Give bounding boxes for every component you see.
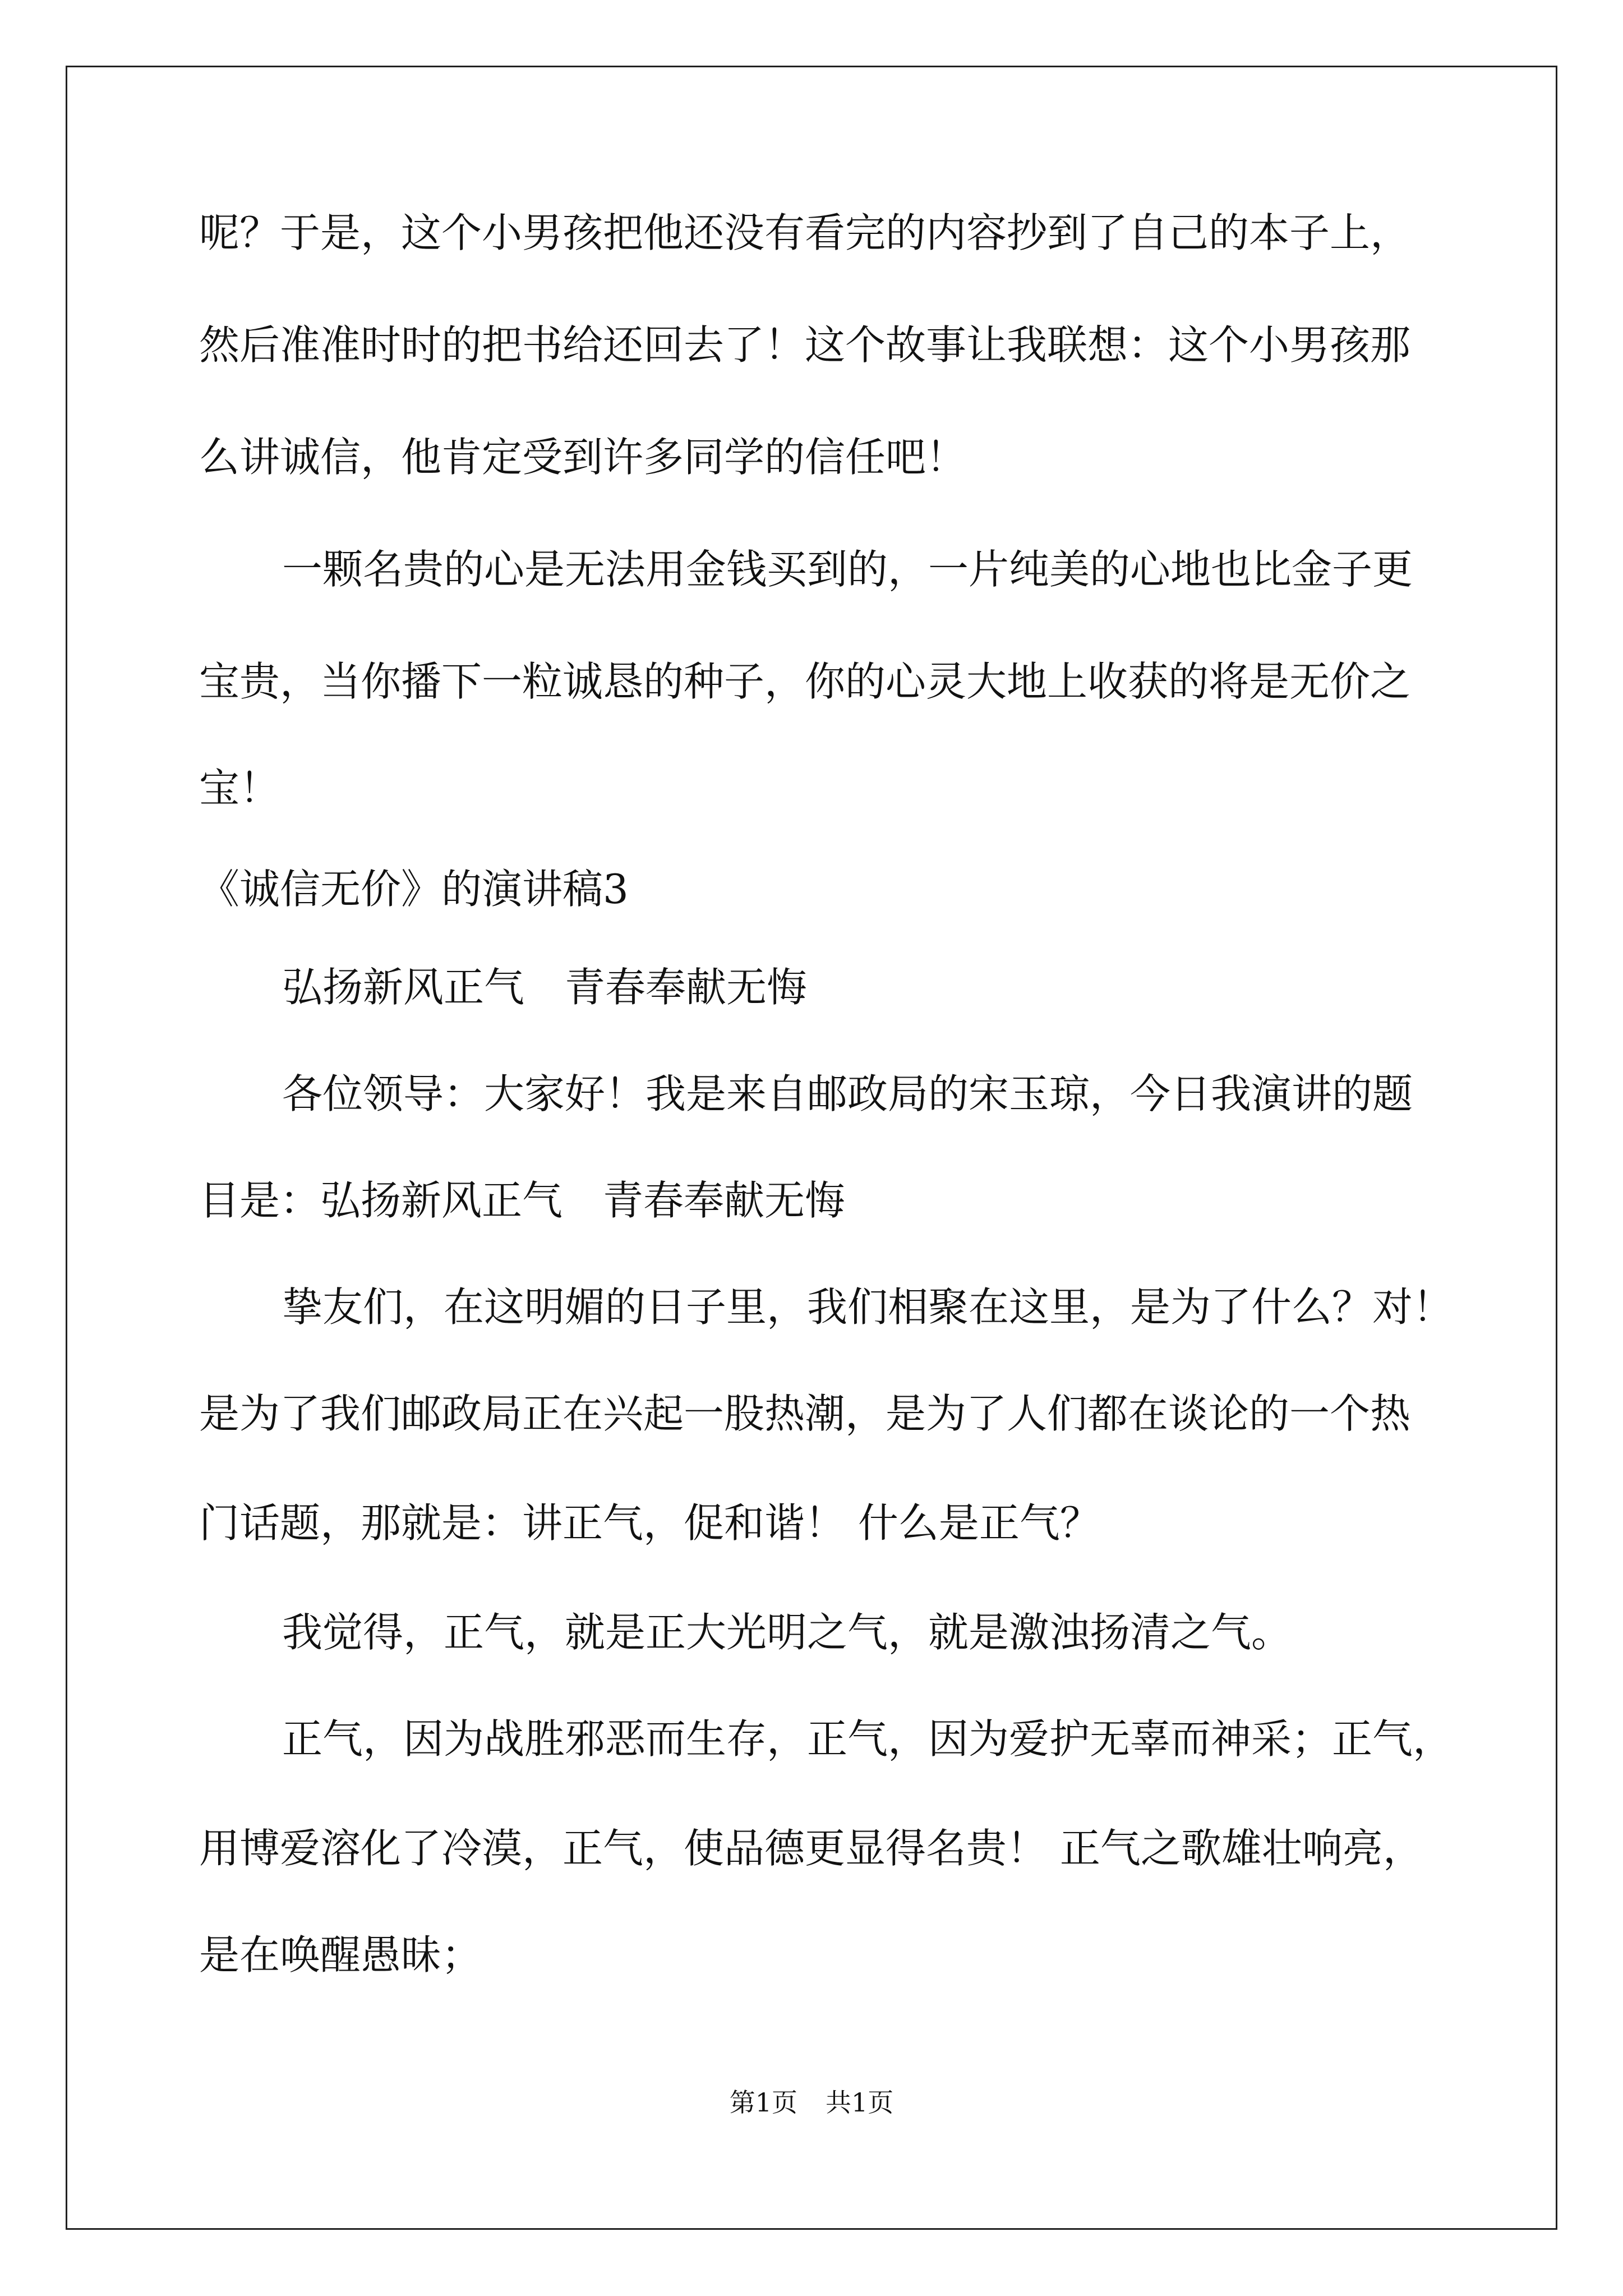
- paragraph-line: 各位领导：大家好！我是来自邮政局的宋玉琼，今日我演讲的题: [282, 1070, 1413, 1117]
- paragraph-line: 用博爱溶化了冷漠，正气，使品德更显得名贵！ 正气之歌雄壮响亮，: [199, 1825, 1423, 1872]
- page-number: 第1页: [729, 2087, 797, 2118]
- paragraph-line: 正气，因为战胜邪恶而生存，正气，因为爱护无辜而神采；正气，: [282, 1715, 1454, 1763]
- paragraph-line: 么讲诚信，他肯定受到许多同学的信任吧！: [199, 434, 967, 481]
- paragraph-line: 门话题，那就是：讲正气，促和谐！ 什么是正气？: [199, 1499, 1100, 1547]
- speech-title: 弘扬新风正气 青春奉献无悔: [282, 964, 808, 1011]
- paragraph-line: 目是：弘扬新风正气 青春奉献无悔: [199, 1177, 846, 1224]
- page-border: [66, 66, 1557, 2230]
- page-total: 共1页: [826, 2087, 894, 2118]
- paragraph-line: 是为了我们邮政局正在兴起一股热潮，是为了人们都在谈论的一个热: [199, 1390, 1411, 1437]
- paragraph-line: 然后准准时时的把书给还回去了！这个故事让我联想：这个小男孩那: [199, 321, 1411, 369]
- page-footer: [0, 2086, 1623, 2119]
- paragraph-line: 宝贵，当你播下一粒诚恳的种子，你的心灵大地上收获的将是无价之: [199, 658, 1411, 705]
- section-heading: 《诚信无价》的演讲稿3: [199, 866, 629, 913]
- paragraph-line: 挚友们，在这明媚的日子里，我们相聚在这里，是为了什么？对！: [282, 1283, 1454, 1331]
- paragraph-line: 是在唤醒愚昧；: [199, 1931, 482, 1978]
- paragraph-line: 呢？于是，这个小男孩把他还没有看完的内容抄到了自己的本子上，: [199, 209, 1411, 256]
- paragraph-line: 我觉得，正气，就是正大光明之气，就是激浊扬清之气。: [282, 1609, 1292, 1656]
- paragraph-line: 宝！: [199, 765, 280, 812]
- paragraph-line: 一颗名贵的心是无法用金钱买到的，一片纯美的心地也比金子更: [282, 546, 1413, 593]
